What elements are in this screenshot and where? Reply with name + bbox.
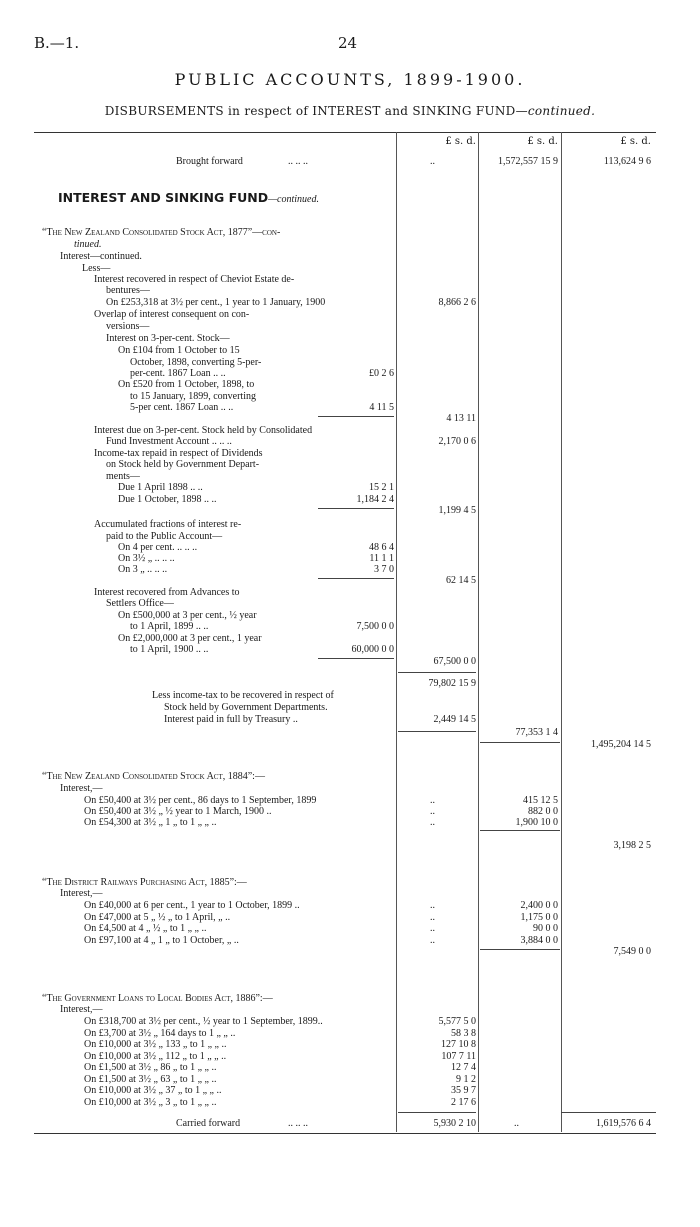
act-1877-line: Due 1 October, 1898 .. .. [118,494,217,505]
act-1877-line: On 3½ „ .. .. .. [118,553,175,564]
act-1877-sub-amount: 11 1 1 [369,553,394,564]
act-1877-line: Settlers Office— [106,598,174,609]
act-1877-line: On £253,318 at 3½ per cent., 1 year to 1 January, 1900 [106,297,326,308]
brought-forward-col3: 113,624 9 6 [603,156,651,167]
act-1877-amount: 62 14 5 [446,575,476,586]
row-amount-col2: 90 0 0 [533,923,558,934]
subtitle-main: DISBURSEMENTS in respect of INTEREST and SINKING FUND— [104,104,528,118]
act-1884-line: Interest,— [60,783,103,794]
row-text: On £10,000 at 3½ „ 112 „ to 1 „ „ .. [84,1050,227,1062]
subtotal-rule [318,658,394,659]
act-1877-line: to 1 April, 1899 .. .. [130,621,209,632]
subtotal-rule [398,672,476,673]
act-1877-sub-amount: 3 7 0 [374,564,394,575]
row-amount-col1: 107 7 11 [441,1050,476,1062]
row-amount-col1: 2 17 6 [451,1096,476,1108]
row-amount-col1: .. [430,911,435,923]
row-text: On £10,000 at 3½ „ 37 „ to 1 „ „ .. [84,1085,222,1096]
act-1877-line: Fund Investment Account .. .. .. [106,436,232,447]
subtotal-rule [480,742,560,743]
row-text: On £97,100 at 4 „ 1 „ to 1 October, „ .. [84,934,239,946]
act-1877-line: Less income-tax to be recovered in respect of [152,690,334,701]
act-1877-line: on Stock held by Government Depart- [106,459,260,470]
row-text: On £40,000 at 6 per cent., 1 year to 1 October, 1899 .. [84,900,300,911]
row-amount-col1: .. [430,923,435,934]
row-amount-col1: 5,577 5 0 [438,1016,476,1027]
act-1877-line: On £104 from 1 October to 15 [118,345,240,356]
act-1885-title: “The District Railways Purchasing Act, 1885”:— [42,877,247,888]
column-header-1: £ s. d. [445,136,476,147]
act-1877-line: Due 1 April 1898 .. .. [118,482,203,493]
act-1877-sub-amount: £0 2 6 [369,368,394,379]
section-heading-continued: —continued. [268,194,319,205]
brought-forward-col2: 1,572,557 15 9 [498,156,558,167]
row-amount-col1: 58 3 8 [451,1027,476,1039]
row-text: On £47,000 at 5 „ ½ „ to 1 April, „ .. [84,911,231,923]
row-text: On £318,700 at 3½ per cent., ½ year to 1 September, 1899.. [84,1016,323,1027]
row-text: On £3,700 at 3½ „ 164 days to 1 „ „ .. [84,1027,236,1039]
brought-forward-label: Brought forward [176,156,243,167]
act-1877-line: On £2,000,000 at 3 per cent., 1 year [118,633,262,644]
act-1877-sub-amount: 4 11 5 [369,402,394,413]
column-rule-3 [561,132,562,1132]
row-text: On £50,400 at 3½ per cent., 86 days to 1 September, 1899 [84,795,317,806]
act-1877-line: to 1 April, 1900 .. .. [130,644,209,655]
act-1877-line: Income-tax repaid in respect of Dividends [94,448,263,459]
act-1877-title: “The New Zealand Consolidated Stock Act, 1877”—con- [42,227,281,238]
brought-forward-dots: .. .. .. [288,156,308,167]
subtitle-italic: continued. [527,104,596,118]
row-amount-col2: 3,884 0 0 [520,934,558,946]
section-heading [58,190,319,205]
row-text: On £1,500 at 3½ „ 63 „ to 1 „ „ .. [84,1073,217,1085]
carried-forward-dots: .. .. .. [288,1118,308,1129]
subtotal-rule [480,949,560,950]
act-1877-amount: 2,449 14 5 [433,714,476,725]
subtotal-rule [318,508,394,509]
page-title: PUBLIC ACCOUNTS, 1899-1900. [174,70,526,89]
row-amount-col1: .. [430,806,435,817]
carried-forward-label: Carried forward [176,1118,241,1129]
act-1877-line: bentures— [106,285,150,296]
act-1877-line: Interest recovered from Advances to [94,587,240,598]
brought-forward-col1: .. [430,156,435,167]
act-1877-line: Less— [82,263,111,274]
subtotal-rule [480,830,560,831]
act-1877-line: paid to the Public Account— [106,531,223,542]
act-1877-line: Interest recovered in respect of Cheviot Estate de- [94,274,295,285]
act-1877-amount: 2,170 0 6 [438,436,476,447]
row-text: On £10,000 at 3½ „ 3 „ to 1 „ „ .. [84,1096,217,1108]
row-amount-col1: 9 1 2 [456,1073,476,1085]
row-text: On £10,000 at 3½ „ 133 „ to 1 „ „ .. [84,1039,227,1050]
row-amount-col1: 12 7 4 [451,1062,476,1073]
row-text: On £50,400 at 3½ „ ½ year to 1 March, 1900 .. [84,806,272,817]
act-1884-total: 3,198 2 5 [613,840,651,851]
act-1885-total: 7,549 0 0 [613,946,651,957]
act-1877-title-cont: tinued. [74,239,102,250]
row-amount-col2: 1,900 10 0 [515,817,558,828]
column-header-3: £ s. d. [620,136,651,147]
act-1877-amount: 8,866 2 6 [438,297,476,308]
act-1877-line: Accumulated fractions of interest re- [94,519,242,530]
act-1877-line: versions— [106,321,150,332]
row-text: On £1,500 at 3½ „ 86 „ to 1 „ „ .. [84,1062,217,1073]
act-1877-line: to 15 January, 1899, converting [130,391,256,402]
carried-forward-col2: .. [514,1118,519,1129]
row-amount-col2: 882 0 0 [528,806,558,817]
row-amount-col1: .. [430,817,435,828]
row-amount-col2: 2,400 0 0 [520,900,558,911]
subtotal-rule [398,731,476,732]
act-1877-line: per-cent. 1867 Loan .. .. [130,368,226,379]
row-text: On £54,300 at 3½ „ 1 „ to 1 „ „ .. [84,817,217,828]
act-1877-line: 5-per cent. 1867 Loan .. .. [130,402,234,413]
carried-forward-col3: 1,619,576 6 4 [596,1118,651,1129]
row-amount-col2: 415 12 5 [523,795,558,806]
act-1877-line: ments— [106,471,140,482]
act-1877-line: Interest due on 3-per-cent. Stock held by Consolidated [94,425,313,436]
act-1886-title: “The Government Loans to Local Bodies Act, 1886”:— [42,993,273,1004]
act-1877-net: 77,353 1 4 [515,727,558,738]
act-1877-line: Interest—continued. [60,251,142,262]
page-reference: B.—1. [34,34,80,52]
act-1877-line: Interest paid in full by Treasury .. [164,714,298,725]
act-1877-amount: 1,199 4 5 [438,505,476,516]
act-1877-total: 1,495,204 14 5 [591,739,651,750]
act-1877-line: On 4 per cent. .. .. .. [118,542,198,553]
subtotal-rule [318,416,394,417]
act-1877-sub-amount: 48 6 4 [369,542,394,553]
act-1877-line: On £500,000 at 3 per cent., ½ year [118,610,257,621]
act-1877-line: On £520 from 1 October, 1898, to [118,379,255,390]
act-1877-subtotal: 79,802 15 9 [428,678,476,689]
act-1877-line: Stock held by Government Departments. [164,702,328,713]
section-heading-text: INTEREST AND SINKING FUND [58,190,269,205]
carried-forward-col1: 5,930 2 10 [433,1118,476,1129]
act-1884-title: “The New Zealand Consolidated Stock Act, 1884”:— [42,771,265,782]
act-1877-sub-amount: 60,000 0 0 [351,644,394,655]
act-1877-sub-amount: 15 2 1 [369,482,394,493]
act-1877-line: October, 1898, converting 5-per- [130,357,262,368]
act-1877-sub-amount: 7,500 0 0 [356,621,394,632]
act-1885-line: Interest,— [60,888,103,899]
subtotal-rule [318,578,394,579]
row-amount-col1: .. [430,934,435,946]
page-subtitle [0,104,700,118]
page-number: 24 [338,34,358,52]
row-amount-col1: .. [430,795,435,806]
column-rule-1 [396,132,397,1132]
row-amount-col1: .. [430,900,435,911]
column-header-2: £ s. d. [527,136,558,147]
act-1877-line: Overlap of interest consequent on con- [94,309,250,320]
subtotal-rule [561,1112,656,1113]
act-1877-amount: 67,500 0 0 [433,656,476,667]
column-rule-2 [478,132,479,1132]
row-amount-col1: 127 10 8 [441,1039,476,1050]
row-amount-col2: 1,175 0 0 [520,911,558,923]
subtotal-rule [398,1112,476,1113]
act-1877-sub-amount: 1,184 2 4 [356,494,394,505]
act-1886-line: Interest,— [60,1004,103,1015]
row-amount-col1: 35 9 7 [451,1085,476,1096]
act-1877-line: On 3 „ .. .. .. [118,564,168,575]
row-text: On £4,500 at 4 „ ½ „ to 1 „ „ .. [84,923,207,934]
act-1877-line: Interest on 3-per-cent. Stock— [106,333,230,344]
act-1877-amount: 4 13 11 [446,413,476,424]
